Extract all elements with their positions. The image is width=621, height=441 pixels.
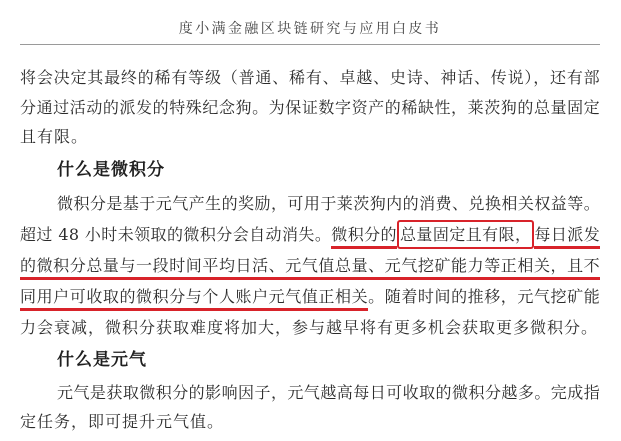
body-text	[20, 63, 600, 436]
red-box-annotation: 总量固定且有限，	[397, 220, 534, 249]
text-line: 分通过活动的派发的特殊纪念狗。为保证数字资产的稀缺性，莱茨狗的总量固定	[20, 97, 600, 117]
text-line	[20, 219, 600, 250]
red-underline-annotation: 每日派发	[534, 225, 600, 249]
text-line: 将会决定其最终的稀有等级（普通、稀有、卓越、史诗、神话、传说），还有部	[20, 68, 600, 87]
red-underline-annotation: 的微积分总量与一段时间平均日活、元气值总量、元气挖矿能力等正相关，且不	[20, 256, 600, 280]
text-line	[20, 281, 600, 312]
red-underline-annotation: 同用户可收取的微积分与个人账户元气值正相关	[20, 287, 368, 311]
header-rule	[20, 44, 600, 45]
section-heading-yuanqi: 什么是元气	[57, 350, 147, 370]
paragraph-yuanqi	[20, 378, 600, 436]
running-header	[20, 18, 600, 45]
paragraph-rarity	[20, 63, 600, 152]
text-line	[20, 250, 600, 281]
text-line: 定任务，即可提升元气值。	[20, 412, 225, 431]
text-line: 元气是获取微积分的影响因子，元气越高每日可收取的微积分越多。完成指	[57, 383, 600, 402]
running-header-title: 度小满金融区块链研究与应用白皮书	[178, 21, 442, 37]
text-segment: 超过 48 小时未领取的微积分会自动消失。	[20, 224, 332, 244]
text-segment: 。随着时间的推移，元气挖矿能	[368, 286, 600, 306]
paragraph-weijifen	[20, 188, 600, 343]
red-underline-annotation: 微积分的	[331, 225, 397, 249]
text-line: 微积分是基于元气产生的奖励，可用于莱茨狗内的消费、兑换相关权益等。	[57, 193, 600, 213]
section-heading-weijifen: 什么是微积分	[57, 159, 165, 180]
text-line: 且有限。	[20, 127, 89, 146]
text-line: 力会衰减，微积分获取难度将加大，参与越早将有更多机会获取更多微积分。	[20, 317, 599, 337]
